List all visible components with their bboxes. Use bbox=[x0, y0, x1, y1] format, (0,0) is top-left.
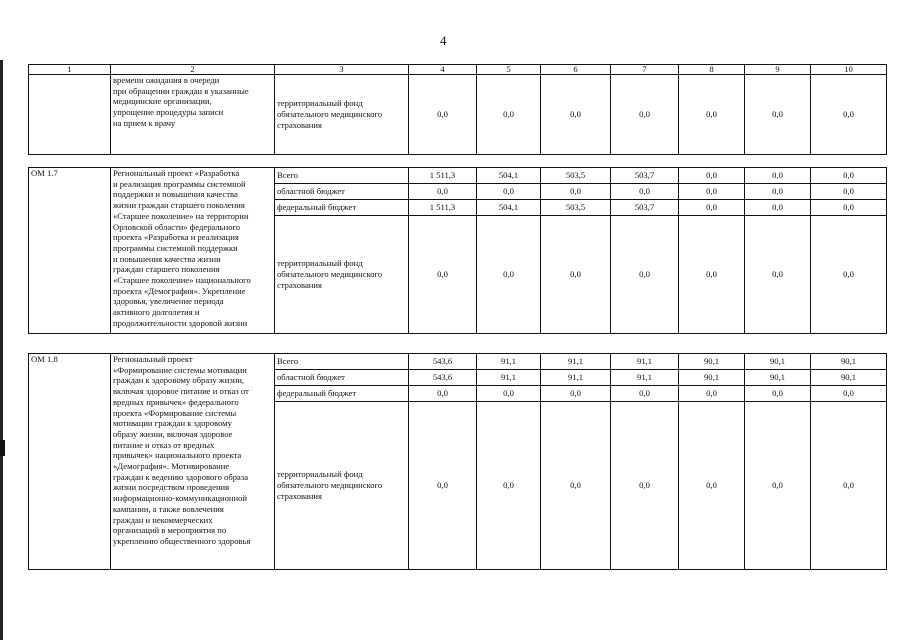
value-cell: 543,6 bbox=[409, 370, 477, 386]
value-cell: 0,0 bbox=[611, 386, 679, 402]
value-cell: 503,7 bbox=[611, 168, 679, 184]
value-cell: 0,0 bbox=[745, 386, 811, 402]
value-cell: 90,1 bbox=[811, 370, 887, 386]
value-cell: 0,0 bbox=[409, 184, 477, 200]
value-cell: 0,0 bbox=[409, 402, 477, 570]
value-cell: 0,0 bbox=[679, 216, 745, 334]
spacer-row bbox=[29, 155, 887, 168]
scan-edge bbox=[0, 60, 3, 640]
source-cell: территориальный фонд обязательного медицинского страхования bbox=[275, 216, 409, 334]
value-cell: 91,1 bbox=[611, 354, 679, 370]
value-cell: 0,0 bbox=[477, 216, 541, 334]
source-cell: областной бюджет bbox=[275, 370, 409, 386]
value-cell: 90,1 bbox=[679, 354, 745, 370]
value-cell: 1 511,3 bbox=[409, 200, 477, 216]
col-header: 7 bbox=[611, 65, 679, 75]
funding-table bbox=[28, 64, 887, 570]
table-row bbox=[29, 75, 887, 155]
col-header: 10 bbox=[811, 65, 887, 75]
value-cell: 543,6 bbox=[409, 354, 477, 370]
value-cell: 91,1 bbox=[541, 370, 611, 386]
page-number: 4 bbox=[440, 33, 447, 48]
value-cell: 0,0 bbox=[679, 75, 745, 155]
scan-edge-mark bbox=[0, 440, 5, 456]
value-cell: 91,1 bbox=[611, 370, 679, 386]
value-cell: 91,1 bbox=[541, 354, 611, 370]
value-cell: 1 511,3 bbox=[409, 168, 477, 184]
col-header: 5 bbox=[477, 65, 541, 75]
value-cell: 503,5 bbox=[541, 168, 611, 184]
source-cell: Всего bbox=[275, 354, 409, 370]
value-cell: 0,0 bbox=[611, 184, 679, 200]
value-cell: 0,0 bbox=[541, 184, 611, 200]
value-cell: 0,0 bbox=[745, 216, 811, 334]
description-cell: Региональный проект «Формирование системы мотивации граждан к здоровому образу жизни, включая здоровое питание и отказ от вредных привычек» федерального проекта «Формирование системы мотивации граждан к здоровому образу жизни, включая здоровое питание и отказ от вредных привычек» национального проекта «Демография». Мотивирование граждан к ведению здорового образа жизни посредством проведения информационно-коммуникационной кампании, а также вовлечения граждан и некоммерческих организаций в мероприятия по укреплению общественного здоровья bbox=[111, 354, 275, 570]
value-cell: 90,1 bbox=[745, 370, 811, 386]
value-cell: 0,0 bbox=[611, 402, 679, 570]
value-cell: 90,1 bbox=[745, 354, 811, 370]
code-cell: ОМ 1.7 bbox=[29, 168, 111, 334]
description-cell: времени ожидания в очереди при обращении граждан в указанные медицинские организации, упрощение процедуры записи на прием к врачу bbox=[111, 75, 275, 155]
code-cell: ОМ 1.8 bbox=[29, 354, 111, 570]
source-cell: территориальный фонд обязательного медицинского страхования bbox=[275, 75, 409, 155]
value-cell: 0,0 bbox=[477, 184, 541, 200]
value-cell: 0,0 bbox=[811, 184, 887, 200]
col-header: 8 bbox=[679, 65, 745, 75]
value-cell: 0,0 bbox=[679, 168, 745, 184]
value-cell: 503,5 bbox=[541, 200, 611, 216]
col-header: 6 bbox=[541, 65, 611, 75]
col-header: 4 bbox=[409, 65, 477, 75]
value-cell: 0,0 bbox=[611, 216, 679, 334]
value-cell: 91,1 bbox=[477, 370, 541, 386]
value-cell: 0,0 bbox=[541, 402, 611, 570]
value-cell: 504,1 bbox=[477, 168, 541, 184]
value-cell: 0,0 bbox=[679, 184, 745, 200]
code-cell bbox=[29, 75, 111, 155]
value-cell: 0,0 bbox=[811, 200, 887, 216]
value-cell: 90,1 bbox=[811, 354, 887, 370]
value-cell: 0,0 bbox=[477, 386, 541, 402]
description-cell: Региональный проект «Разработка и реализация программы системной поддержки и повышения качества жизни граждан старшего поколения «Старшее поколение» на территории Орловской области» федерального проекта «Разработка и реализация программы системной поддержки и повышения качества жизни граждан старшего поколения «Старшее поколение» национального проекта «Демография». Укрепление здоровья, увеличение периода активного долголетия и продолжительности здоровой жизни bbox=[111, 168, 275, 334]
value-cell: 0,0 bbox=[477, 75, 541, 155]
value-cell: 0,0 bbox=[541, 386, 611, 402]
value-cell: 0,0 bbox=[541, 216, 611, 334]
value-cell: 504,1 bbox=[477, 200, 541, 216]
col-header: 2 bbox=[111, 65, 275, 75]
value-cell: 0,0 bbox=[679, 200, 745, 216]
value-cell: 0,0 bbox=[745, 184, 811, 200]
header-row bbox=[29, 65, 887, 75]
value-cell: 0,0 bbox=[611, 75, 679, 155]
source-cell: территориальный фонд обязательного медицинского страхования bbox=[275, 402, 409, 570]
value-cell: 91,1 bbox=[477, 354, 541, 370]
value-cell: 0,0 bbox=[745, 402, 811, 570]
value-cell: 0,0 bbox=[811, 216, 887, 334]
value-cell: 0,0 bbox=[811, 168, 887, 184]
table-row bbox=[29, 168, 887, 184]
value-cell: 0,0 bbox=[477, 402, 541, 570]
col-header: 3 bbox=[275, 65, 409, 75]
value-cell: 0,0 bbox=[541, 75, 611, 155]
value-cell: 0,0 bbox=[811, 402, 887, 570]
value-cell: 90,1 bbox=[679, 370, 745, 386]
value-cell: 0,0 bbox=[745, 75, 811, 155]
source-cell: Всего bbox=[275, 168, 409, 184]
col-header: 1 bbox=[29, 65, 111, 75]
value-cell: 0,0 bbox=[409, 386, 477, 402]
value-cell: 503,7 bbox=[611, 200, 679, 216]
value-cell: 0,0 bbox=[745, 168, 811, 184]
value-cell: 0,0 bbox=[679, 386, 745, 402]
source-cell: федеральный бюджет bbox=[275, 200, 409, 216]
value-cell: 0,0 bbox=[409, 75, 477, 155]
source-cell: областной бюджет bbox=[275, 184, 409, 200]
table-row bbox=[29, 354, 887, 370]
value-cell: 0,0 bbox=[745, 200, 811, 216]
value-cell: 0,0 bbox=[811, 386, 887, 402]
value-cell: 0,0 bbox=[811, 75, 887, 155]
value-cell: 0,0 bbox=[409, 216, 477, 334]
col-header: 9 bbox=[745, 65, 811, 75]
spacer-row bbox=[29, 334, 887, 354]
value-cell: 0,0 bbox=[679, 402, 745, 570]
source-cell: федеральный бюджет bbox=[275, 386, 409, 402]
